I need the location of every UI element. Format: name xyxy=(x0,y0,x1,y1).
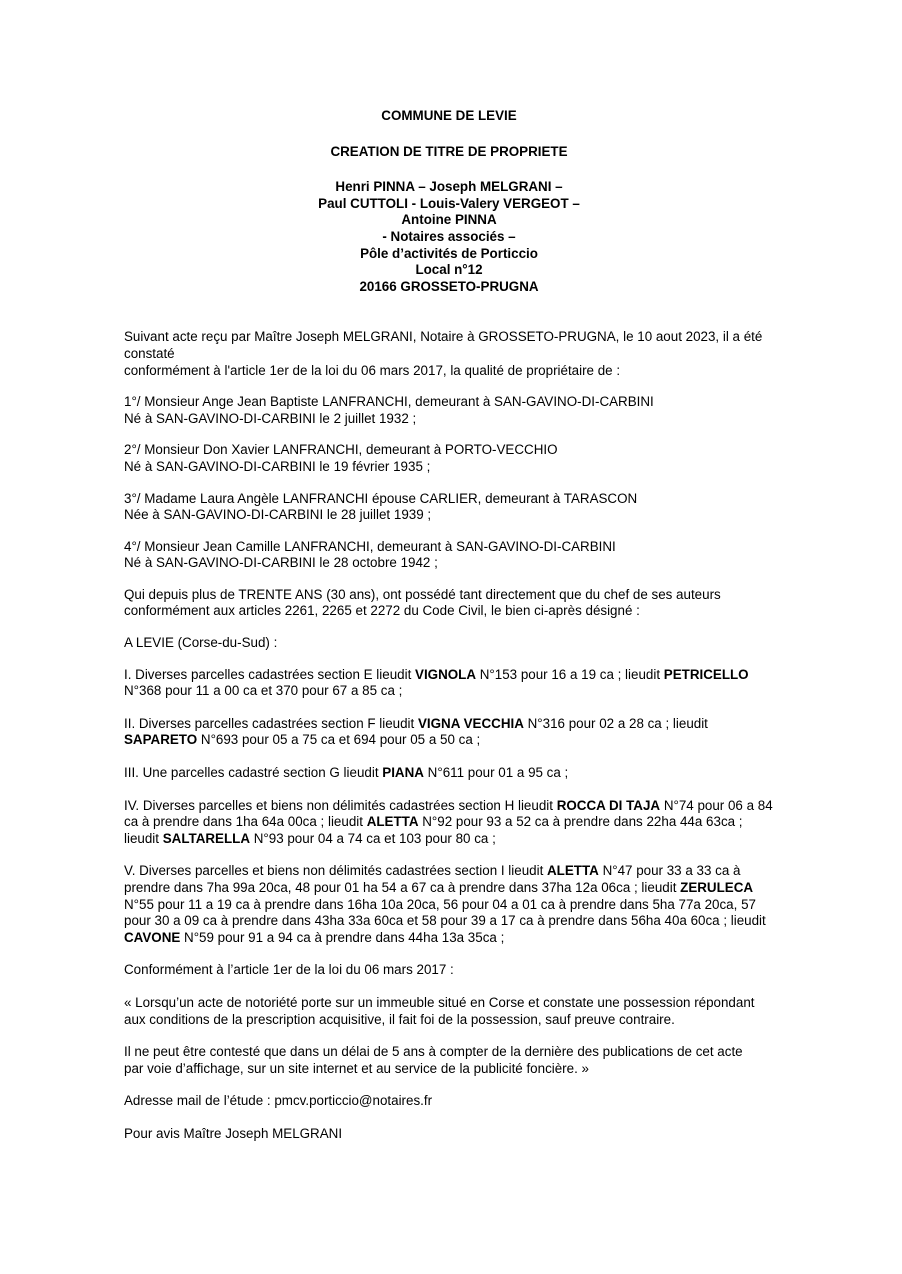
lieudit-name: SALTARELLA xyxy=(162,830,250,846)
notaries-line: Antoine PINNA xyxy=(401,212,497,228)
text-line: « Lorsqu’un acte de notoriété porte sur un immeuble situé en Corse et constate une possession répondant xyxy=(124,994,755,1010)
text-line: N°368 pour 11 a 00 ca et 370 pour 67 a 85 ca ; xyxy=(124,683,403,699)
text-span: II. Diverses parcelles cadastrées section F lieudit xyxy=(124,715,418,731)
text-span: N°316 pour 02 a 28 ca ; lieudit xyxy=(523,715,708,731)
possession-paragraph xyxy=(124,587,804,620)
document-title: CREATION DE TITRE DE PROPRIETE xyxy=(330,143,568,159)
text-span: N°59 pour 91 a 94 ca à prendre dans 44ha 13a 35ca ; xyxy=(180,929,505,945)
quote-paragraph xyxy=(124,1044,804,1077)
commune-title: COMMUNE DE LEVIE xyxy=(381,108,517,123)
legal-notice xyxy=(124,108,804,1158)
signature-line: Pour avis Maître Joseph MELGRANI xyxy=(124,1125,343,1141)
text-line: Né à SAN-GAVINO-DI-CARBINI le 28 octobre 1942 ; xyxy=(124,555,438,571)
text-line: par voie d’affichage, sur un site internet et au service de la publicité foncière. » xyxy=(124,1060,589,1076)
text-span: N°153 pour 16 a 19 ca ; lieudit xyxy=(476,666,664,682)
text-line: pour 30 a 09 ca à prendre dans 43ha 33a 60ca et 58 pour 39 a 17 ca à prendre dans 56ha 40a 60ca ; lieudit xyxy=(124,913,766,929)
text-span: ca à prendre dans 1ha 64a 00ca ; lieudit xyxy=(124,814,367,830)
text-line: Née à SAN-GAVINO-DI-CARBINI le 28 juillet 1939 ; xyxy=(124,507,432,523)
text-line: Né à SAN-GAVINO-DI-CARBINI le 2 juillet 1932 ; xyxy=(124,410,417,426)
text-line: conformément à l'article 1er de la loi du 06 mars 2017, la qualité de propriétaire de : xyxy=(124,362,621,378)
text-line: conformément aux articles 2261, 2265 et 2272 du Code Civil, le bien ci-après désigné : xyxy=(124,603,640,619)
location-line: A LEVIE (Corse-du-Sud) : xyxy=(124,635,278,651)
text-span: N°47 pour 33 a 33 ca à xyxy=(598,863,741,879)
lieudit-name: VIGNA VECCHIA xyxy=(417,715,524,731)
owner-paragraph xyxy=(124,491,804,524)
lieudit-name: CAVONE xyxy=(124,929,181,945)
lieudit-name: PETRICELLO xyxy=(663,666,749,682)
parcel-paragraph xyxy=(124,863,804,946)
address-line: 20166 GROSSETO-PRUGNA xyxy=(359,278,539,294)
notice-header xyxy=(124,108,774,295)
text-line: Il ne peut être contesté que dans un délai de 5 ans à compter de la dernière des publications de cet acte xyxy=(124,1044,743,1060)
lieudit-name: SAPARETO xyxy=(124,732,198,748)
text-span: IV. Diverses parcelles et biens non délimités cadastrées section H lieudit xyxy=(124,797,557,813)
text-line: Né à SAN-GAVINO-DI-CARBINI le 19 février 1935 ; xyxy=(124,458,431,474)
text-span: N°92 pour 93 a 52 ca à prendre dans 22ha 44a 63ca ; xyxy=(418,814,743,830)
parcel-paragraph xyxy=(124,798,804,848)
text-span: III. Une parcelles cadastré section G lieudit xyxy=(124,765,383,781)
lieudit-name: ZERULECA xyxy=(680,880,754,895)
notaries-line: Paul CUTTOLI - Louis-Valery VERGEOT – xyxy=(318,195,580,211)
text-span: V. Diverses parcelles et biens non délimités cadastrées section I lieudit xyxy=(124,863,548,879)
text-span: N°611 pour 01 a 95 ca ; xyxy=(423,765,569,781)
quote-paragraph xyxy=(124,995,804,1028)
lieudit-name: PIANA xyxy=(382,765,424,781)
text-line: N°55 pour 11 a 19 ca à prendre dans 16ha 10a 20ca, 56 pour 04 a 01 ca à prendre dans 5ha 77a 20ca, 57 xyxy=(124,896,756,912)
address-line: Pôle d’activités de Porticcio xyxy=(360,245,538,261)
parcel-paragraph xyxy=(124,716,804,749)
owner-paragraph xyxy=(124,442,804,475)
text-span: lieudit xyxy=(124,830,163,846)
text-line: aux conditions de la prescription acquisitive, il fait foi de la possession, sauf preuve contraire. xyxy=(124,1011,675,1027)
text-line: 4°/ Monsieur Jean Camille LANFRANCHI, demeurant à SAN-GAVINO-DI-CARBINI xyxy=(124,538,616,554)
conformity-line: Conformément à l’article 1er de la loi du 06 mars 2017 : xyxy=(124,962,454,978)
text-span: prendre dans 7ha 99a 20ca, 48 pour 01 ha 54 a 67 ca à prendre dans 37ha 12a 06ca ; lieudit xyxy=(124,880,681,895)
text-span: N°93 pour 04 a 74 ca et 103 pour 80 ca ; xyxy=(250,830,496,846)
owner-paragraph xyxy=(124,539,804,572)
notice-body xyxy=(124,329,804,1142)
text-span: N°693 pour 05 a 75 ca et 694 pour 05 a 50 ca ; xyxy=(197,732,481,748)
text-line: 1°/ Monsieur Ange Jean Baptiste LANFRANCHI, demeurant à SAN-GAVINO-DI-CARBINI xyxy=(124,394,654,410)
intro-paragraph xyxy=(124,329,804,379)
parcel-paragraph xyxy=(124,667,804,700)
text-line: Suivant acte reçu par Maître Joseph MELGRANI, Notaire à GROSSETO-PRUGNA, le 10 aout 2023, il a été constaté xyxy=(124,329,763,361)
notaries-line: Henri PINNA – Joseph MELGRANI – xyxy=(335,179,563,195)
lieudit-name: ALETTA xyxy=(547,863,599,879)
text-line: 3°/ Madame Laura Angèle LANFRANCHI épouse CARLIER, demeurant à TARASCON xyxy=(124,490,638,506)
text-span: I. Diverses parcelles cadastrées section E lieudit xyxy=(124,666,416,682)
email-line: Adresse mail de l’étude : pmcv.porticcio@notaires.fr xyxy=(124,1093,433,1109)
text-line: 2°/ Monsieur Don Xavier LANFRANCHI, demeurant à PORTO-VECCHIO xyxy=(124,442,558,458)
notaries-line: - Notaires associés – xyxy=(382,228,516,244)
lieudit-name: ALETTA xyxy=(366,814,419,830)
text-line: Qui depuis plus de TRENTE ANS (30 ans), ont possédé tant directement que du chef de ses auteurs xyxy=(124,586,721,602)
parcel-paragraph xyxy=(124,765,804,782)
address-line: Local n°12 xyxy=(415,262,483,278)
owner-paragraph xyxy=(124,394,804,427)
text-span: N°74 pour 06 a 84 xyxy=(660,797,773,813)
lieudit-name: ROCCA DI TAJA xyxy=(556,797,661,813)
lieudit-name: VIGNOLA xyxy=(415,666,477,682)
